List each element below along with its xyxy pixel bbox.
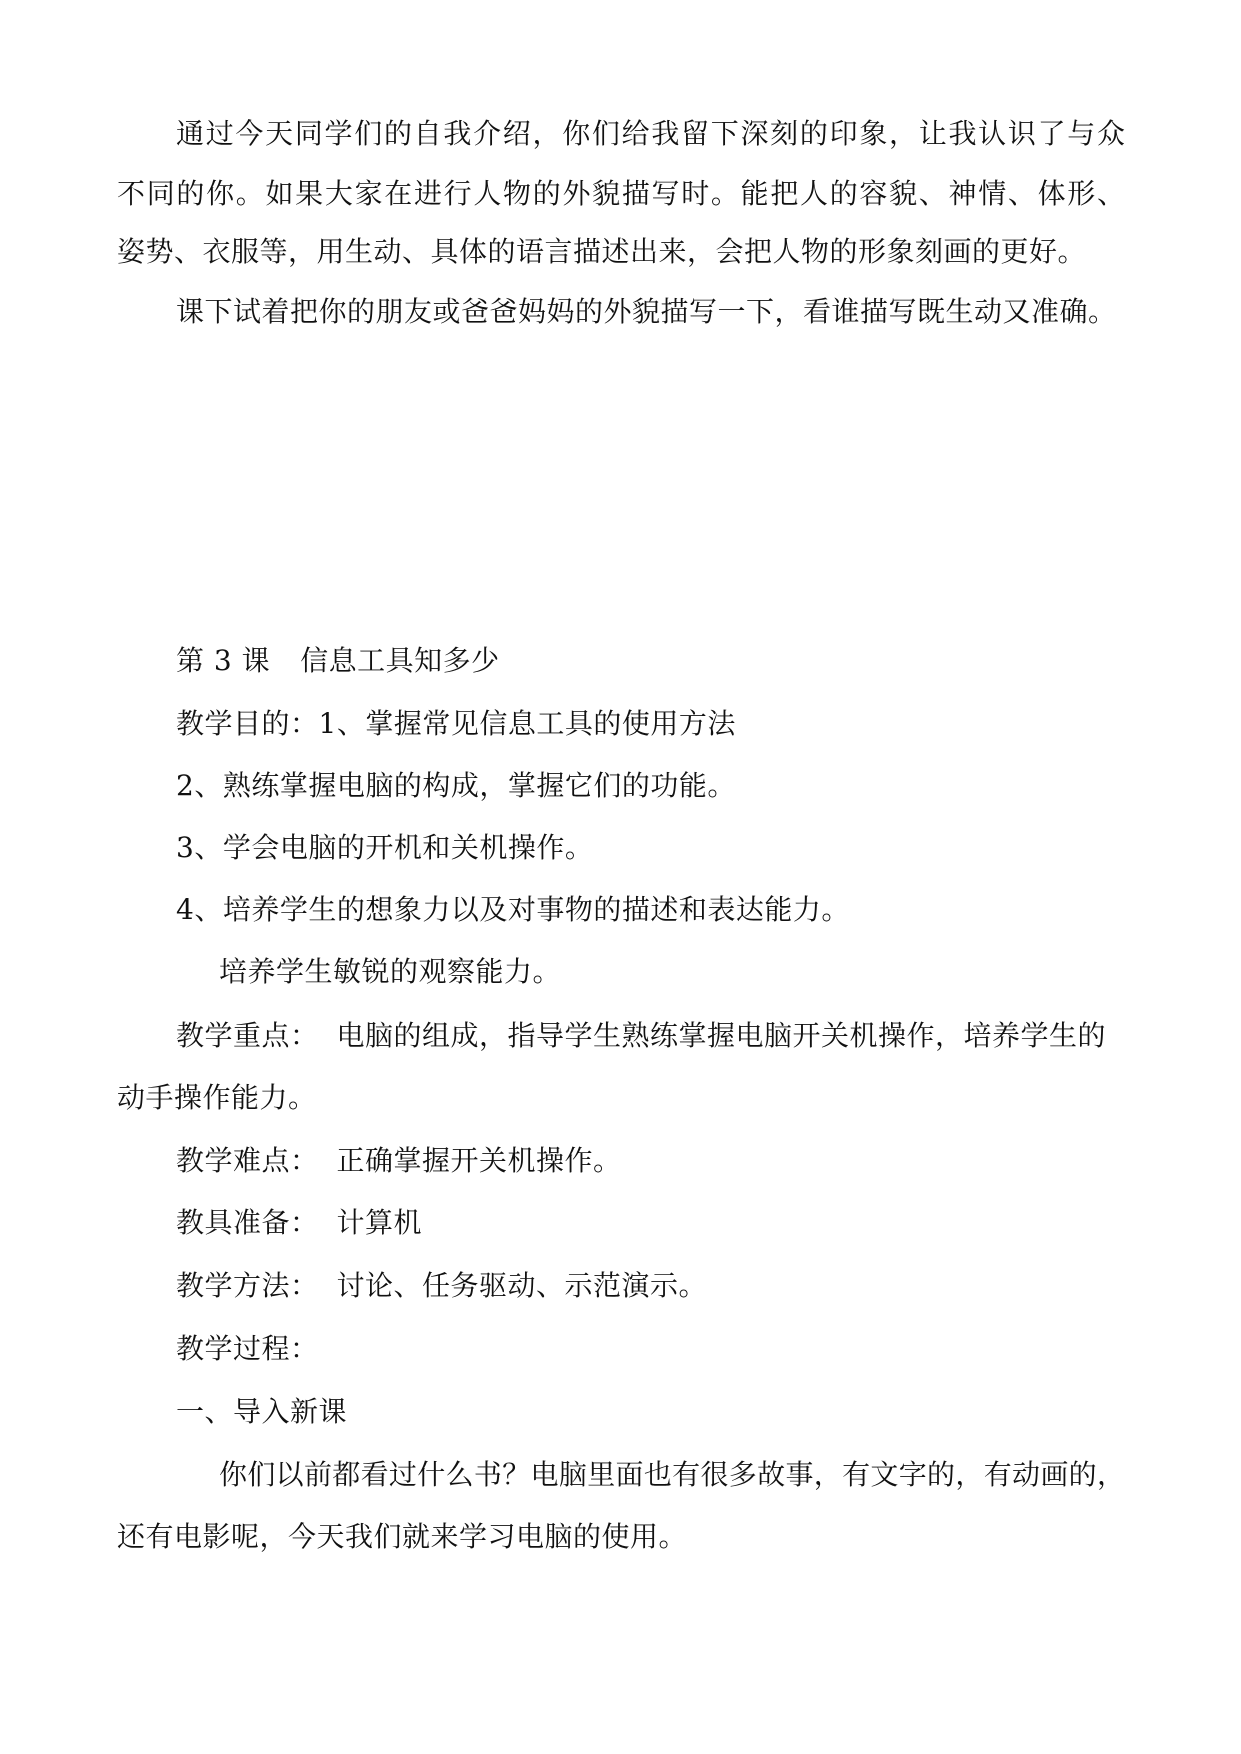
key-points-label: 教学重点： — [176, 1019, 319, 1052]
lesson-heading — [176, 643, 1241, 679]
paragraph-1-line-2: 不同的你。如果大家在进行人物的外貌描写时。能把人的容貌、神情、体形、 — [117, 177, 1125, 210]
objective-extra: 培养学生敏锐的观察能力。 — [219, 955, 562, 988]
section-1-text-line-1: 你们以前都看过什么书？电脑里面也有很多故事，有文字的，有动画的， — [219, 1458, 1125, 1491]
paragraph-1-line-1: 通过今天同学们的自我介绍，你们给我留下深刻的印象，让我认识了与众 — [176, 117, 1125, 150]
tools-label: 教具准备： — [176, 1206, 319, 1239]
key-points-line — [176, 1018, 1241, 1054]
tools-value: 计算机 — [336, 1206, 423, 1239]
paragraph-1-line-3: 姿势、衣服等，用生动、具体的语言描述出来，会把人物的形象刻画的更好。 — [117, 235, 1087, 268]
objective-item: 3、学会电脑的开机和关机操作。 — [176, 831, 594, 864]
lesson-title: 信息工具知多少 — [300, 644, 500, 677]
methods-line — [176, 1268, 1241, 1304]
tools-line — [176, 1205, 1241, 1241]
difficulties-label: 教学难点： — [176, 1144, 319, 1177]
process-label: 教学过程： — [176, 1332, 319, 1365]
methods-label: 教学方法： — [176, 1269, 319, 1302]
objective-item: 4、培养学生的想象力以及对事物的描述和表达能力。 — [176, 893, 850, 926]
methods-value: 讨论、任务驱动、示范演示。 — [336, 1269, 708, 1302]
objectives-line — [176, 706, 1241, 742]
key-points-continuation: 动手操作能力。 — [117, 1081, 317, 1114]
difficulties-line — [176, 1143, 1241, 1179]
key-points-value: 电脑的组成，指导学生熟练掌握电脑开关机操作，培养学生的 — [336, 1019, 1107, 1052]
objectives-label: 教学目的： — [176, 707, 319, 740]
objective-item: 2、熟练掌握电脑的构成，掌握它们的功能。 — [176, 769, 736, 802]
difficulties-value: 正确掌握开关机操作。 — [336, 1144, 622, 1177]
section-1-text-line-2: 还有电影呢，今天我们就来学习电脑的使用。 — [117, 1520, 688, 1553]
lesson-number: 第 3 课 — [176, 644, 271, 677]
paragraph-2: 课下试着把你的朋友或爸爸妈妈的外貌描写一下，看谁描写既生动又准确。 — [176, 295, 1117, 328]
section-1-title: 一、导入新课 — [176, 1395, 348, 1428]
objective-item: 1、掌握常见信息工具的使用方法 — [318, 707, 736, 740]
